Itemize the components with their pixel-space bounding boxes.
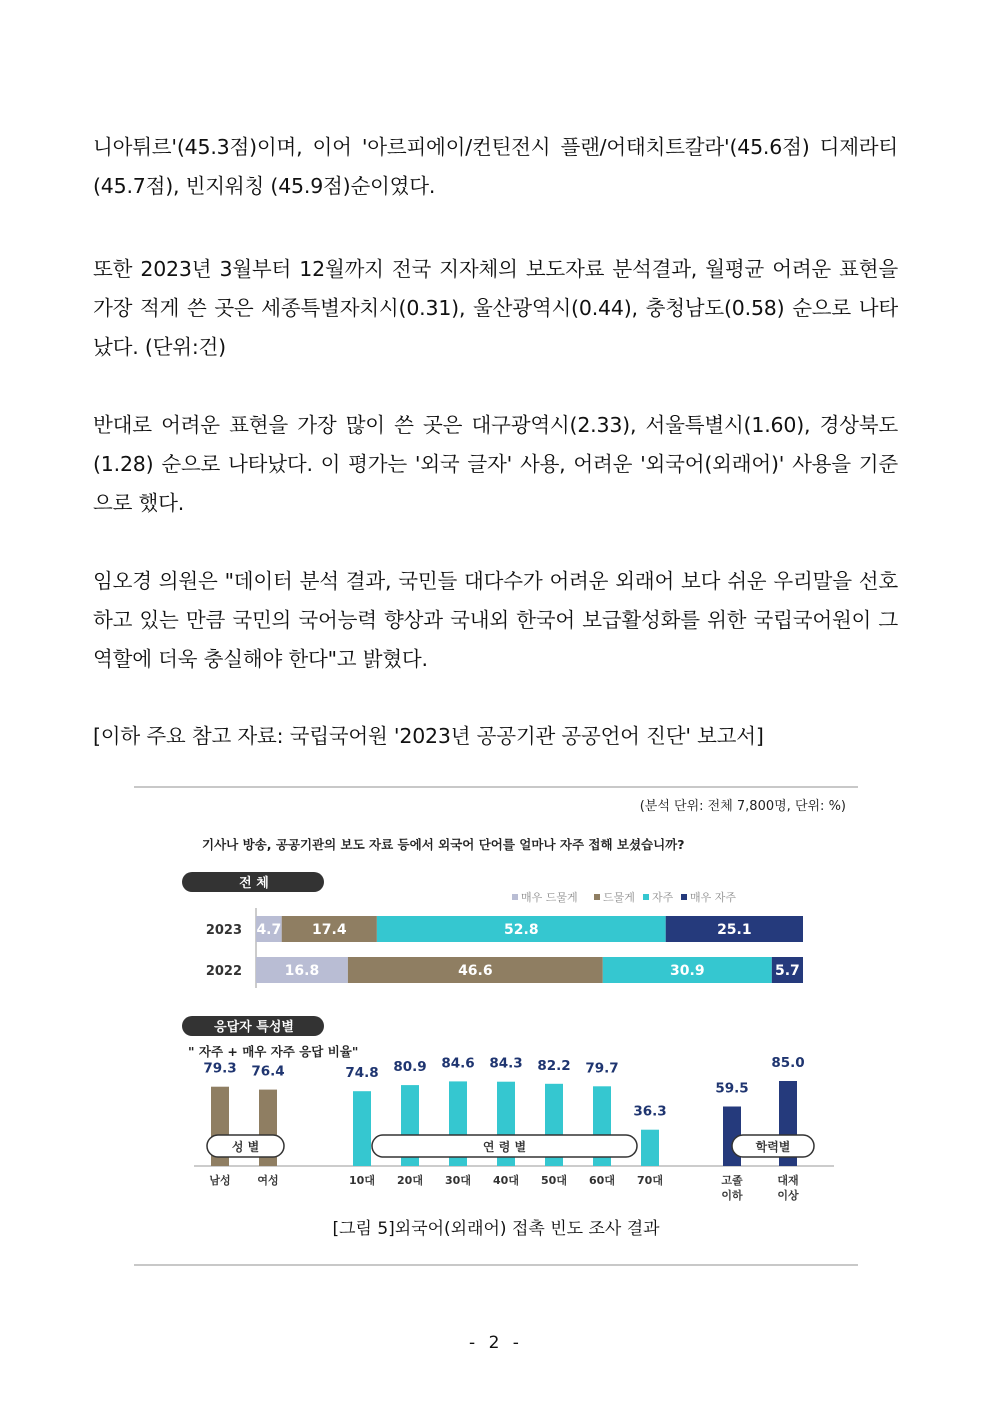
paragraph-2: 또한 2023년 3월부터 12월까지 전국 지자체의 보도자료 분석결과, 월평균 어려운 표현을 가장 적게 쓴 곳은 세종특별자치시(0.31), 울산광역시(0.44), 충청남도(0.58) 순으로 나타났다. (단위:건) (93, 257, 898, 359)
category-label: 이하 (721, 1189, 743, 1202)
legend-label: 드물게 (603, 891, 635, 904)
category-bar-value: 76.4 (251, 1063, 285, 1080)
survey-question: 기사나 방송, 공공기관의 보도 자료 등에서 외국어 단어를 얼마나 자주 접해 보셨습니까? (202, 837, 685, 852)
reference-note: [이하 주요 참고 자료: 국립국어원 '2023년 공공기관 공공언어 진단' 보고서] (93, 724, 764, 748)
category-label: 남성 (209, 1174, 231, 1187)
category-bar-value: 84.6 (441, 1055, 475, 1072)
category-label: 여성 (257, 1174, 279, 1187)
category-bar-value: 59.5 (715, 1080, 749, 1097)
category-bar-value: 74.8 (345, 1065, 379, 1082)
category-bar (641, 1130, 659, 1166)
legend-swatch (512, 894, 518, 900)
paragraph-3: 반대로 어려운 표현을 가장 많이 쓴 곳은 대구광역시(2.33), 서울특별시(1.60), 경상북도(1.28) 순으로 나타났다. 이 평가는 '외국 글자' 사용, 어려운 '외국어(외래어)' 사용을 기준으로 했다. (93, 413, 898, 515)
legend-swatch (643, 894, 649, 900)
page-number: - 2 - (469, 1333, 523, 1353)
stacked-bar-value: 46.6 (458, 963, 493, 979)
category-label: 20대 (397, 1174, 423, 1187)
category-bar-value: 85.0 (771, 1055, 805, 1071)
stacked-bar-value: 17.4 (312, 922, 347, 938)
legend-label: 자주 (652, 891, 674, 904)
category-bar-value: 36.3 (633, 1103, 667, 1120)
category-bar-value: 82.2 (537, 1057, 571, 1074)
category-label: 이상 (777, 1189, 799, 1202)
figure-caption: [그림 5]외국어(외래어) 접촉 빈도 조사 결과 (332, 1219, 660, 1239)
stacked-bar-value: 52.8 (504, 922, 539, 938)
figure-top-rule (134, 786, 858, 788)
category-label: 30대 (445, 1174, 471, 1187)
stacked-bar-value: 4.7 (256, 922, 282, 938)
category-bar (353, 1091, 371, 1166)
legend-swatch (681, 894, 687, 900)
paragraph-1: 니아튀르'(45.3점)이며, 이어 '아르피에이/컨틴전시 플랜/어태치트칼라'(45.6점) 디제라티(45.7점), 빈지워칭 (45.9점)순이였다. (93, 135, 898, 198)
group-pill-label: 학력별 (755, 1140, 791, 1154)
stacked-bar-value: 5.7 (775, 963, 800, 979)
category-bar-value: 80.9 (393, 1059, 427, 1076)
row-label-2023: 2023 (205, 923, 242, 938)
category-label: 50대 (541, 1174, 567, 1187)
respondent-subtitle: " 자주 + 매우 자주 응답 비율" (188, 1044, 359, 1059)
section-respondent-label: 응답자 특성별 (214, 1020, 294, 1035)
figure (134, 786, 858, 1266)
unit-note: (분석 단위: 전체 7,800명, 단위: %) (639, 799, 846, 814)
legend-label: 매우 드물게 (521, 891, 578, 904)
legend-label: 매우 자주 (690, 891, 737, 904)
stacked-bar-value: 25.1 (717, 922, 752, 938)
stacked-bar-value: 16.8 (284, 963, 320, 979)
legend-swatch (594, 894, 600, 900)
category-label: 60대 (589, 1174, 615, 1187)
group-pill-label: 연 령 별 (482, 1140, 527, 1154)
section-total-label: 전 체 (239, 876, 269, 891)
stacked-bar-value: 30.9 (670, 963, 705, 979)
category-label: 대재 (777, 1174, 799, 1187)
figure-chart (134, 786, 858, 1266)
paragraph-4: 임오경 의원은 "데이터 분석 결과, 국민들 대다수가 어려운 외래어 보다 쉬운 우리말을 선호하고 있는 만큼 국민의 국어능력 향상과 국내외 한국어 보급활성화를 위한 국립국어원이 그 역할에 더욱 충실해야 한다"고 밝혔다. (93, 569, 898, 671)
category-bar-value: 79.3 (203, 1060, 237, 1077)
category-bar-value: 84.3 (489, 1055, 523, 1072)
category-label: 40대 (493, 1174, 519, 1187)
group-pill-label: 성 별 (231, 1140, 260, 1154)
category-label: 70대 (637, 1174, 663, 1187)
category-bar-value: 79.7 (585, 1060, 619, 1077)
category-label: 고졸 (721, 1174, 743, 1187)
figure-bottom-rule (134, 1264, 858, 1266)
category-label: 10대 (349, 1174, 375, 1187)
row-label-2022: 2022 (205, 964, 242, 979)
